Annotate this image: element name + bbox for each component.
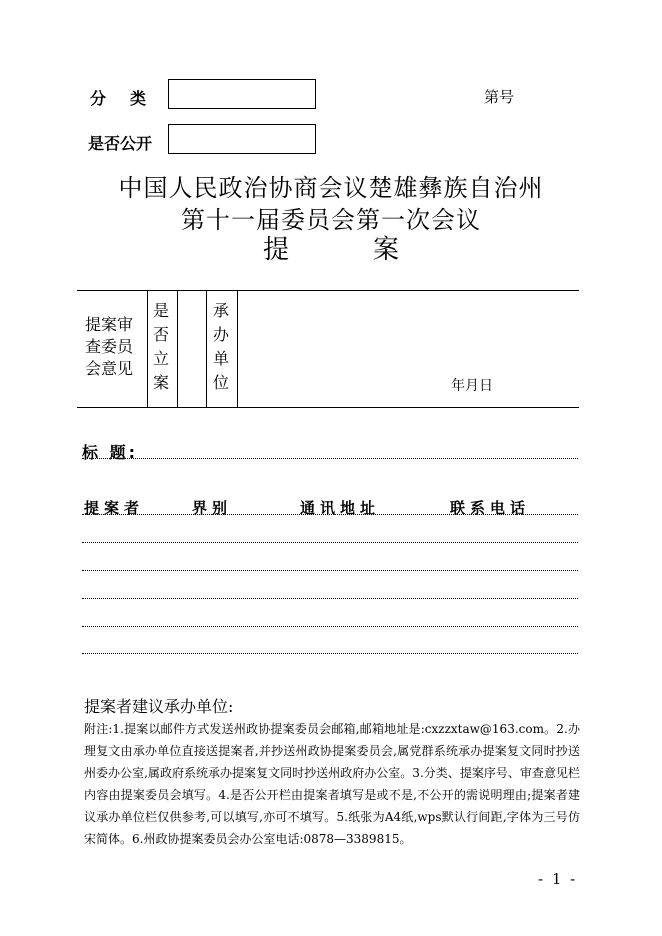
date-label: 年月日 — [451, 378, 493, 394]
page-number: - 1 - — [538, 870, 578, 888]
title-line-2: 第十一届委员会第一次会议 — [181, 206, 481, 234]
committee-line-2: 查委员 — [85, 337, 134, 356]
contact-dotted-line[interactable] — [82, 598, 578, 599]
established-char: 案 — [152, 373, 169, 392]
table-divider — [177, 291, 178, 407]
public-label: 是否公开 — [88, 134, 153, 153]
table-divider — [237, 291, 238, 407]
contact-dotted-line[interactable] — [82, 570, 578, 571]
established-char: 立 — [152, 349, 169, 368]
undertaking-char: 位 — [212, 373, 229, 392]
title-char-ti: 提 — [262, 235, 289, 265]
sector-label: 界别 — [192, 499, 233, 517]
undertaking-char: 承 — [212, 301, 229, 320]
notes-text: 附注:1.提案以邮件方式发送州政协提案委员会邮箱,邮箱地址是:cxzzxtaw@163.com。2.办理复文由承办单位直接送提案者,并抄送州政协提案委员会,属党群系统承办提案复文同时抄送州委办公室,属政府系统承办提案复文同时抄送州政府办公室。3.分类、提案序号、审查意见栏内容由提案委员会填写。4.是否公开栏由提案者填写是或不是,不公开的需说明理由;提案者建议承办单位栏仅供参考,可以填写,亦可不填写。5.纸张为A4纸,wps默认行间距,字体为三号仿宋简体。6.州政协提案委员会办公室电话:0878—3389815。 — [84, 722, 580, 846]
title-line-1: 中国人民政治协商会议楚雄彝族自治州 — [118, 174, 544, 202]
committee-line-3: 会意见 — [85, 359, 134, 378]
table-divider — [147, 291, 148, 407]
undertaking-char: 单 — [212, 349, 229, 368]
contact-dotted-line[interactable] — [82, 542, 578, 543]
established-char: 是 — [152, 301, 169, 320]
title-dotted-line[interactable] — [82, 458, 578, 459]
contact-dotted-line[interactable] — [82, 653, 578, 654]
phone-label: 联系电话 — [450, 499, 531, 517]
undertaking-unit-label — [211, 299, 231, 395]
public-field[interactable] — [168, 124, 316, 154]
title-line-3 — [0, 229, 662, 266]
established-char: 否 — [152, 325, 169, 344]
proposal-title-label: 标 题: — [82, 443, 138, 462]
undertaking-char: 办 — [212, 325, 229, 344]
review-table — [77, 290, 579, 408]
established-label — [151, 299, 171, 395]
committee-opinion-label — [85, 314, 133, 380]
category-label-char-2: 类 — [130, 89, 147, 108]
category-field[interactable] — [168, 79, 316, 109]
address-label: 通讯地址 — [300, 499, 381, 517]
table-divider — [206, 291, 207, 407]
contact-dotted-line[interactable] — [82, 514, 578, 515]
category-label — [90, 86, 146, 109]
committee-line-1: 提案审 — [85, 315, 134, 334]
title-char-an: 案 — [373, 235, 400, 265]
contact-dotted-line[interactable] — [82, 626, 578, 627]
proposer-label: 提案者 — [84, 499, 145, 517]
number-label: 第号 — [484, 88, 515, 106]
category-label-char-1: 分 — [90, 89, 107, 108]
suggested-unit-label: 提案者建议承办单位: — [84, 697, 234, 716]
